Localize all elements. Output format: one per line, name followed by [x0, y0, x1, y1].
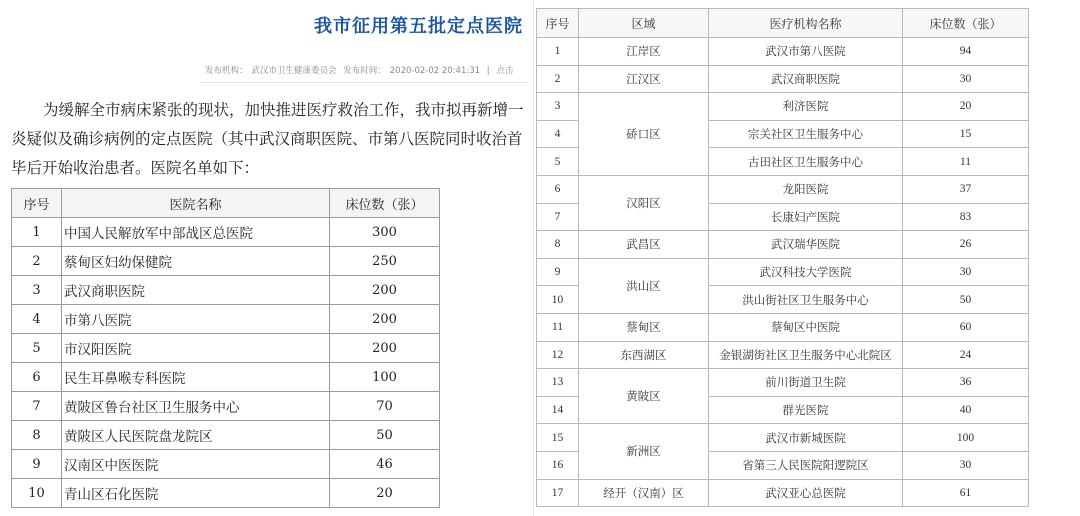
cell-district: 硚口区	[579, 93, 709, 176]
cell-hospital-name: 青山区石化医院	[62, 479, 330, 508]
paragraph-line: 毕后开始收治患者。医院名单如下：	[11, 159, 260, 177]
table-row	[12, 479, 440, 508]
cell-hospital-name: 民生耳鼻喉专科医院	[62, 363, 330, 392]
cell-no: 9	[537, 258, 579, 286]
cell-district: 经开（汉南）区	[579, 479, 709, 507]
cell-beds: 94	[903, 38, 1029, 66]
cell-hospital-name: 市汉阳医院	[62, 334, 330, 363]
table-row	[537, 38, 1029, 66]
cell-beds: 30	[903, 258, 1029, 286]
cell-district: 黄陂区	[579, 369, 709, 424]
cell-beds: 300	[330, 218, 440, 247]
cell-beds: 26	[903, 231, 1029, 259]
cell-no: 2	[12, 247, 62, 276]
col-header-district: 区域	[579, 9, 709, 38]
cell-no: 16	[537, 451, 579, 479]
cell-no: 4	[12, 305, 62, 334]
cell-no: 3	[12, 276, 62, 305]
article-meta	[205, 64, 517, 76]
table-row	[12, 392, 440, 421]
publisher: 武汉市卫生健康委员会	[251, 66, 337, 76]
cell-institution-name: 金银湖街社区卫生服务中心北院区	[709, 341, 903, 369]
cell-institution-name: 宗关社区卫生服务中心	[709, 120, 903, 148]
table-row	[537, 175, 1029, 203]
cell-no: 17	[537, 479, 579, 507]
cell-hospital-name: 黄陂区人民医院盘龙院区	[62, 421, 330, 450]
table-row	[537, 231, 1029, 259]
cell-district: 江汉区	[579, 65, 709, 93]
cell-institution-name: 利济医院	[709, 93, 903, 121]
article-title: 我市征用第五批定点医院	[314, 16, 523, 37]
cell-no: 14	[537, 396, 579, 424]
col-header-name: 医院名称	[62, 189, 330, 218]
col-header-institution: 医疗机构名称	[709, 9, 903, 38]
cell-district: 新洲区	[579, 424, 709, 479]
cell-beds: 50	[330, 421, 440, 450]
table-row	[12, 276, 440, 305]
cell-no: 8	[537, 231, 579, 259]
clicks-label: 点击	[496, 66, 514, 76]
cell-district: 汉阳区	[579, 175, 709, 230]
cell-no: 3	[537, 93, 579, 121]
table-header-row	[12, 189, 440, 218]
cell-beds: 24	[903, 341, 1029, 369]
cell-institution-name: 洪山街社区卫生服务中心	[709, 286, 903, 314]
cell-no: 6	[12, 363, 62, 392]
col-header-no: 序号	[12, 189, 62, 218]
cell-beds: 20	[903, 93, 1029, 121]
table-row	[537, 369, 1029, 397]
cell-hospital-name: 黄陂区鲁台社区卫生服务中心	[62, 392, 330, 421]
cell-beds: 200	[330, 305, 440, 334]
cell-institution-name: 前川街道卫生院	[709, 369, 903, 397]
table-row	[12, 421, 440, 450]
cell-district: 江岸区	[579, 38, 709, 66]
cell-no: 5	[537, 148, 579, 176]
cell-beds: 61	[903, 479, 1029, 507]
col-header-beds: 床位数（张）	[903, 9, 1029, 38]
table-row	[537, 341, 1029, 369]
cell-institution-name: 武汉科技大学医院	[709, 258, 903, 286]
cell-hospital-name: 市第八医院	[62, 305, 330, 334]
meta-divider	[200, 82, 528, 83]
cell-beds: 200	[330, 276, 440, 305]
cell-institution-name: 长康妇产医院	[709, 203, 903, 231]
cell-beds: 30	[903, 65, 1029, 93]
cell-beds: 100	[330, 363, 440, 392]
cell-beds: 36	[903, 369, 1029, 397]
cell-no: 5	[12, 334, 62, 363]
cell-no: 12	[537, 341, 579, 369]
paragraph-line: 为缓解全市病床紧张的现状，加快推进医疗救治工作，我市拟再新增一	[43, 101, 524, 119]
table-row	[537, 93, 1029, 121]
cell-institution-name: 省第三人民医院阳逻院区	[709, 451, 903, 479]
publish-time: 2020-02-02 20:41:31	[389, 66, 481, 76]
cell-no: 9	[12, 450, 62, 479]
cell-beds: 20	[330, 479, 440, 508]
cell-no: 15	[537, 424, 579, 452]
cell-institution-name: 武汉瑞华医院	[709, 231, 903, 259]
cell-hospital-name: 武汉商职医院	[62, 276, 330, 305]
cell-no: 2	[537, 65, 579, 93]
cell-institution-name: 武汉市第八医院	[709, 38, 903, 66]
table-row	[537, 424, 1029, 452]
cell-beds: 15	[903, 120, 1029, 148]
cell-hospital-name: 汉南区中医医院	[62, 450, 330, 479]
table-row	[12, 334, 440, 363]
cell-institution-name: 蔡甸区中医院	[709, 313, 903, 341]
cell-no: 7	[12, 392, 62, 421]
cell-institution-name: 龙阳医院	[709, 175, 903, 203]
table-row	[537, 258, 1029, 286]
cell-no: 10	[537, 286, 579, 314]
cell-no: 7	[537, 203, 579, 231]
cell-beds: 37	[903, 175, 1029, 203]
cell-beds: 250	[330, 247, 440, 276]
cell-no: 6	[537, 175, 579, 203]
cell-no: 1	[12, 218, 62, 247]
cell-no: 8	[12, 421, 62, 450]
cell-district: 东西湖区	[579, 341, 709, 369]
cell-beds: 83	[903, 203, 1029, 231]
cell-no: 4	[537, 120, 579, 148]
table-row	[12, 247, 440, 276]
designated-hospital-list-table	[536, 8, 1029, 507]
table-row	[12, 450, 440, 479]
table-row	[537, 313, 1029, 341]
hospital-table	[11, 188, 440, 508]
time-label: 发布时间：	[343, 66, 386, 76]
col-header-no: 序号	[537, 9, 579, 38]
cell-district: 武昌区	[579, 231, 709, 259]
cell-institution-name: 古田社区卫生服务中心	[709, 148, 903, 176]
table-row	[537, 479, 1029, 507]
table-row	[12, 305, 440, 334]
cell-beds: 30	[903, 451, 1029, 479]
table-row	[12, 218, 440, 247]
cell-beds: 70	[330, 392, 440, 421]
article-paragraph	[11, 96, 528, 183]
cell-beds: 60	[903, 313, 1029, 341]
cell-beds: 100	[903, 424, 1029, 452]
cell-institution-name: 武汉市新城医院	[709, 424, 903, 452]
cell-hospital-name: 蔡甸区妇幼保健院	[62, 247, 330, 276]
cell-district: 洪山区	[579, 258, 709, 313]
cell-district: 蔡甸区	[579, 313, 709, 341]
cell-no: 11	[537, 313, 579, 341]
cell-beds: 50	[903, 286, 1029, 314]
table-row	[12, 363, 440, 392]
cell-no: 13	[537, 369, 579, 397]
publisher-label: 发布机构：	[205, 66, 248, 76]
cell-beds: 46	[330, 450, 440, 479]
cell-no: 10	[12, 479, 62, 508]
paragraph-line: 炎疑似及确诊病例的定点医院（其中武汉商职医院、市第八医院同时收治首	[11, 130, 523, 148]
article-panel	[0, 0, 528, 516]
cell-no: 1	[537, 38, 579, 66]
cell-institution-name: 群光医院	[709, 396, 903, 424]
list-panel	[533, 0, 1080, 516]
meta-separator: |	[486, 66, 490, 76]
table-header-row	[537, 9, 1029, 38]
cell-beds: 40	[903, 396, 1029, 424]
cell-institution-name: 武汉亚心总医院	[709, 479, 903, 507]
cell-hospital-name: 中国人民解放军中部战区总医院	[62, 218, 330, 247]
cell-beds: 11	[903, 148, 1029, 176]
col-header-beds: 床位数（张）	[330, 189, 440, 218]
cell-beds: 200	[330, 334, 440, 363]
table-row	[537, 65, 1029, 93]
cell-institution-name: 武汉商职医院	[709, 65, 903, 93]
